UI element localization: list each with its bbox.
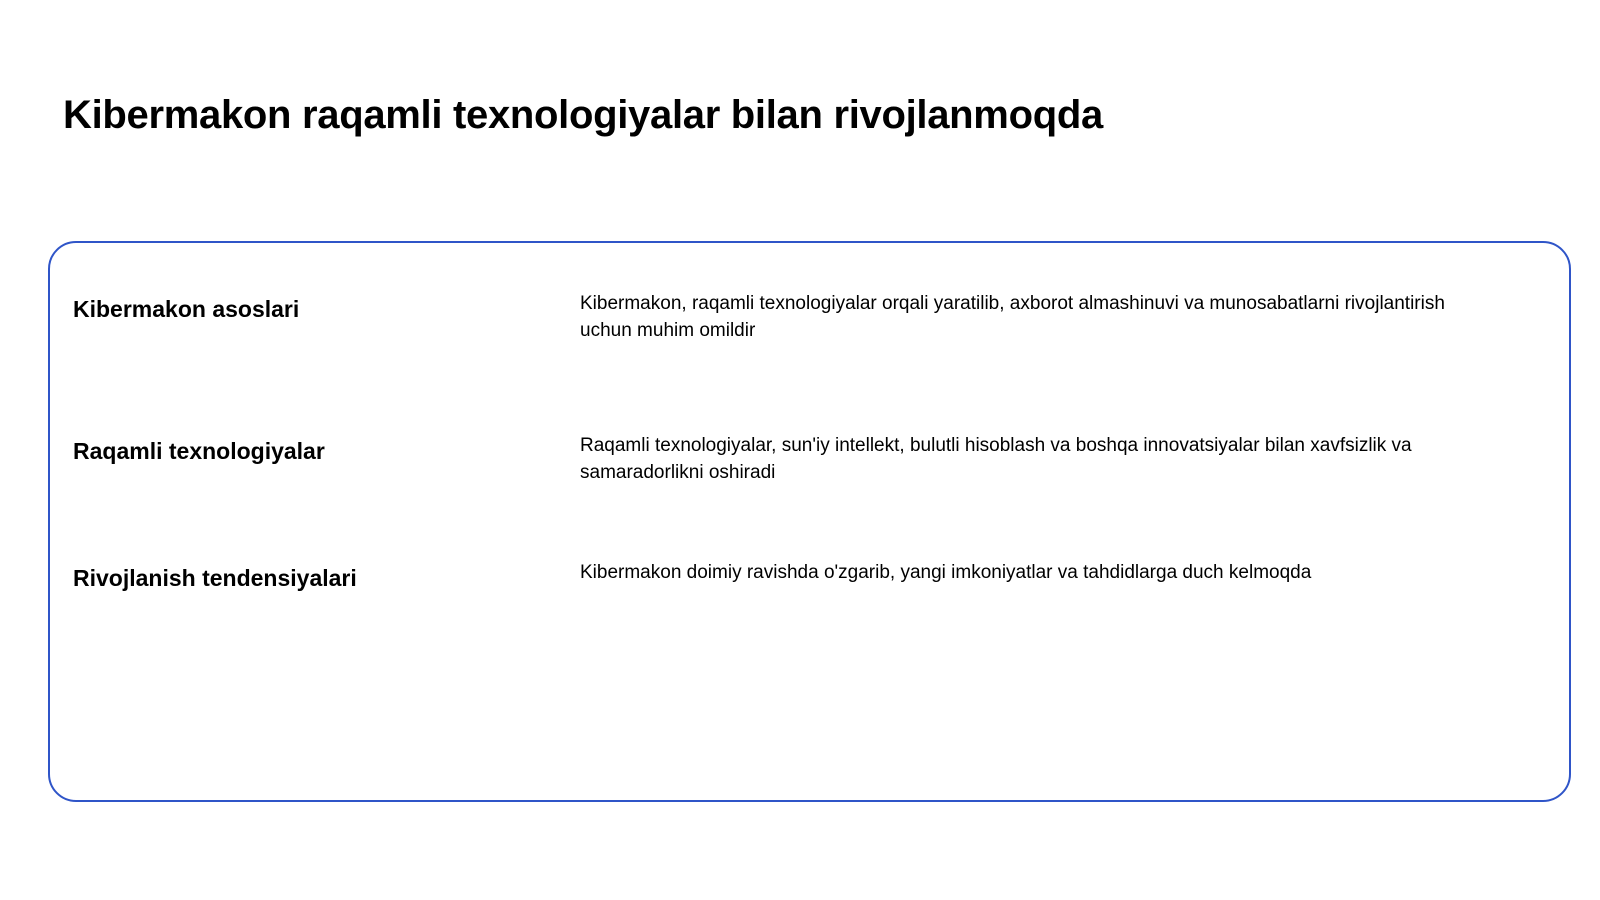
row-heading: Rivojlanish tendensiyalari (73, 565, 357, 591)
row-description: Kibermakon, raqamli texnologiyalar orqali yaratilib, axborot almashinuvi va munosabatlarni rivojlantirish uchun muhim omildir (580, 293, 1445, 341)
row-description: Raqamli texnologiyalar, sun'iy intellekt, bulutli hisoblash va boshqa innovatsiyalar bilan xavfsizlik va samaradorlikni oshiradi (580, 435, 1412, 483)
row-description: Kibermakon doimiy ravishda o'zgarib, yangi imkoniyatlar va tahdidlarga duch kelmoqda (580, 562, 1312, 583)
row-heading: Kibermakon asoslari (73, 296, 300, 322)
content-table (48, 241, 1571, 802)
row-heading: Raqamli texnologiyalar (73, 438, 325, 464)
slide-title: Kibermakon raqamli texnologiyalar bilan rivojlanmoqda (63, 93, 1103, 137)
